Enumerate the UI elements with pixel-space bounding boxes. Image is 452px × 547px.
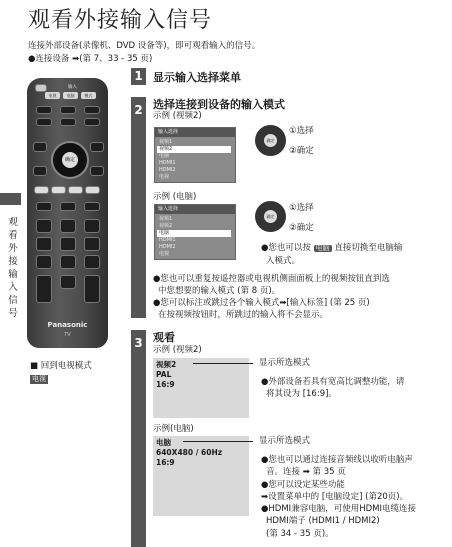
menu-item: 电视 — [159, 251, 170, 257]
ok-label: 确定 — [62, 152, 78, 168]
remote-digit-button — [60, 275, 76, 289]
remote-button — [84, 106, 100, 114]
remote-rocker — [84, 275, 100, 303]
remote-digit-button — [60, 237, 76, 251]
confirm-label: ②确定 — [289, 223, 314, 233]
callout-line — [193, 363, 253, 364]
remote-button — [60, 202, 76, 211]
remote-digit-button — [84, 219, 100, 233]
remote-digit-button — [36, 219, 52, 233]
ok-button-icon: 确定 — [264, 210, 277, 223]
remote-button — [60, 106, 76, 114]
pc-note-suffix: 直接切换至电脑输 — [334, 243, 403, 253]
example-pc-label: 示例(电脑) — [153, 424, 194, 434]
remote-controller-icon — [255, 201, 286, 232]
pc-direct-note-line2: 入模式。 — [266, 256, 301, 266]
pc-note-line: ●您也可以通过连接音频线以收听电脑声 — [261, 455, 413, 465]
input-select-menu-pc — [154, 204, 236, 260]
remote-color-button — [51, 186, 66, 194]
menu-item: HDMI1 — [159, 160, 176, 166]
sidebar-marker — [0, 193, 21, 205]
pc-note-prefix: ●您也可以按 — [261, 243, 311, 253]
pc-note-line: ●您可以设定某些功能 — [261, 480, 345, 490]
confirm-label: ②确定 — [289, 146, 314, 156]
screen-line: 16:9 — [156, 458, 175, 467]
menu-item-selected: 视频2 — [157, 146, 231, 153]
menu-header: 输入选择 — [155, 205, 235, 214]
callout-line — [183, 441, 253, 442]
remote-digit-button — [60, 219, 76, 233]
remote-button — [36, 118, 52, 126]
pc-note-line: (第 34 - 35 页)。 — [266, 529, 334, 539]
remote-digit-button — [84, 255, 100, 269]
example-pc-label: 示例 (电脑) — [153, 192, 197, 202]
shows-mode-label: 显示所选模式 — [259, 436, 311, 446]
step-number-2: 2 — [131, 97, 146, 318]
pc-note-line: 音。连接 ➡ 第 35 页 — [266, 467, 346, 477]
input-select-menu-video2 — [154, 127, 236, 183]
menu-item: 电脑 — [159, 153, 170, 159]
remote-controller-icon — [255, 125, 286, 156]
menu-item: 电视 — [159, 174, 170, 180]
example-video2-label: 示例 (视频2) — [153, 111, 202, 121]
note-input-label-2: 在按视频按钮时，所跳过的输入将不会显示。 — [158, 310, 329, 320]
remote-button — [84, 202, 100, 211]
remote-digit-button — [36, 237, 52, 251]
input-top-label: 输入 — [68, 85, 77, 90]
step-1-title: 显示输入选择菜单 — [153, 71, 241, 84]
remote-mode-button: 模式 — [81, 92, 96, 99]
page-title: 观看外接输入信号 — [28, 8, 213, 33]
screen-preview-pc — [153, 436, 249, 516]
note-video-button-1: ●您也可以重复按遥控器或电视机侧面面板上的视频按钮直到选 — [153, 274, 390, 284]
menu-item: HDMI1 — [159, 237, 176, 243]
remote-tv-button: 电视 — [45, 92, 60, 99]
screen-line: 16:9 — [156, 380, 175, 389]
aspect-note-1: ●外部设备若具有宽高比调整功能，请 — [261, 377, 405, 387]
screen-line: 电脑 — [156, 438, 171, 447]
intro-text: 连接外部设备(录像机、DVD 设备等)，即可观看输入的信号。 — [28, 41, 261, 51]
pc-note-line: ●HDMI兼容电脑，可使用HDMI电缆连接 — [261, 504, 416, 514]
screen-line: 640X480 / 60Hz — [156, 448, 223, 457]
pc-badge: 电脑 — [315, 244, 330, 252]
remote-button — [33, 166, 47, 176]
tv-badge: 电视 — [32, 375, 46, 383]
menu-item: HDMI2 — [159, 244, 176, 250]
remote-button — [60, 118, 76, 126]
screen-line: 视频2 — [156, 360, 177, 369]
remote-color-button — [34, 186, 49, 194]
remote-button — [36, 202, 52, 211]
remote-control-illustration — [27, 78, 108, 348]
sidebar-label: 观看外接输入信号 — [8, 217, 18, 319]
remote-dpad — [51, 141, 89, 179]
remote-button — [84, 118, 100, 126]
select-label: ①选择 — [289, 203, 314, 213]
step-number-3: 3 — [131, 330, 146, 547]
aspect-note-2: 将其设为 [16:9]。 — [266, 389, 337, 399]
remote-button — [33, 142, 47, 152]
power-button — [35, 84, 47, 92]
remote-color-button — [68, 186, 83, 194]
ok-button-icon: 确定 — [264, 134, 277, 147]
pc-note-line: HDMI端子 (HDMI1 / HDMI2) — [266, 516, 380, 526]
note-input-label-1: ●您可以标注或跳过各个输入模式➡[输入标签] (第 25 页) — [153, 298, 370, 308]
remote-button — [36, 106, 52, 114]
screen-line: PAL — [156, 370, 172, 379]
remote-pc-button: 电脑 — [63, 92, 78, 99]
pc-direct-note — [261, 244, 402, 253]
screen-preview-video2 — [153, 358, 249, 418]
example-video2-label: 示例 (视频2) — [153, 345, 202, 355]
remote-button — [90, 142, 104, 152]
menu-item: HDMI2 — [159, 167, 176, 173]
remote-digit-button — [60, 255, 76, 269]
brand-logo: Panasonic — [47, 321, 88, 329]
remote-button — [90, 166, 104, 176]
note-video-button-2: 中您想要的输入模式 (第 8 页)。 — [158, 286, 281, 296]
remote-rocker — [36, 275, 52, 303]
menu-header: 输入选择 — [155, 128, 235, 137]
select-label: ①选择 — [289, 126, 314, 136]
menu-item: 视频2 — [159, 223, 173, 229]
step-number-1: 1 — [131, 68, 146, 85]
step-3-title: 观看 — [153, 331, 175, 344]
remote-digit-button — [84, 237, 100, 251]
menu-item: 视频1 — [159, 216, 173, 222]
remote-digit-button — [36, 255, 52, 269]
pc-note-line: ➡设置菜单中的 [电脑设定] (第20页)。 — [261, 492, 409, 502]
back-to-tv-label: ■ 回到电视模式 — [30, 361, 92, 371]
menu-item: 视频1 — [159, 139, 173, 145]
shows-mode-label: 显示所选模式 — [259, 358, 311, 368]
step-2-title: 选择连接到设备的输入模式 — [153, 98, 285, 111]
intro-connect-ref: ●连接设备 ➡(第 7、33 - 35 页) — [28, 54, 153, 64]
tv-label: TV — [64, 332, 71, 338]
menu-item-selected: 电脑 — [157, 230, 231, 237]
remote-color-button — [85, 186, 100, 194]
